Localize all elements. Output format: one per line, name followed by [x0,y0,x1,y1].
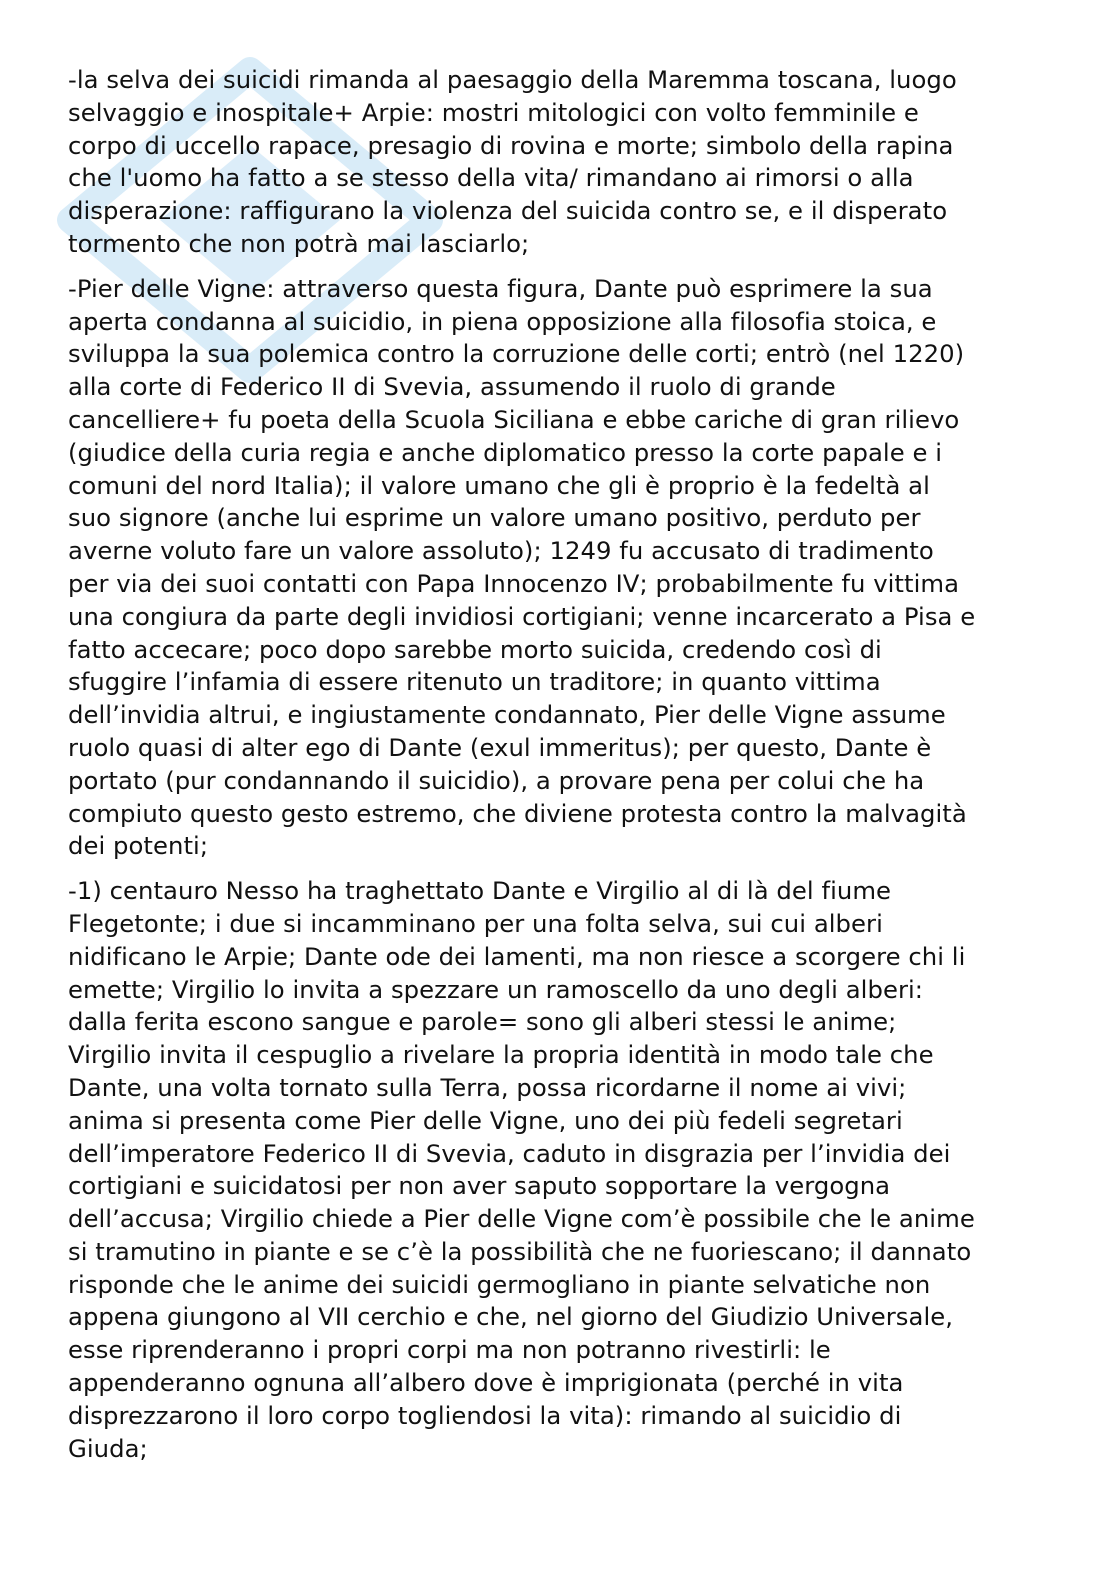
text-line: esse riprenderanno i propri corpi ma non potranno rivestirli: le [68,1335,831,1365]
text-line: per via dei suoi contatti con Papa Innocenzo IV; probabilmente fu vittima [68,568,960,598]
text-line: anima si presenta come Pier delle Vigne, uno dei più fedeli segretari [68,1105,903,1135]
text-line: dell’imperatore Federico II di Svevia, caduto in disgrazia per l’invidia dei [68,1138,951,1168]
text-line: sviluppa la sua polemica contro la corruzione delle corti; entrò (nel 1220) [68,339,965,369]
text-line: disperazione: raffigurano la violenza del suicida contro se, e il disperato [68,196,948,226]
text-line: averne voluto fare un valore assoluto); 1249 fu accusato di tradimento [68,536,934,566]
text-line: corpo di uccello rapace, presagio di rovina e morte; simbolo della rapina [68,130,954,160]
text-line: cortigiani e suicidatosi per non aver saputo sopportare la vergogna [68,1171,891,1201]
text-line: -la selva dei suicidi rimanda al paesaggio della Maremma toscana, luogo [68,65,957,94]
text-line: Dante, una volta tornato sulla Terra, possa ricordarne il nome ai vivi; [68,1072,907,1102]
text-line: risponde che le anime dei suicidi germogliano in piante selvatiche non [68,1269,931,1299]
text-line: una congiura da parte degli invidiosi cortigiani; venne incarcerato a Pisa e [68,601,976,631]
text-line: sfuggire l’infamia di essere ritenuto un traditore; in quanto vittima [68,667,881,697]
text-line: si tramutino in piante e se c’è la possibilità che ne fuoriescano; il dannato [68,1236,972,1266]
text-line: fatto accecare; poco dopo sarebbe morto suicida, credendo così di [68,634,882,664]
text-line: dei potenti; [68,831,209,861]
text-line: portato (pur condannando il suicidio), a provare pena per colui che ha [68,765,925,795]
text-line: appena giungono al VII cerchio e che, nel giorno del Giudizio Universale, [68,1302,954,1332]
text-line: comuni del nord Italia); il valore umano che gli è proprio è la fedeltà al [68,470,930,500]
text-line: selvaggio e inospitale+ Arpie: mostri mitologici con volto femminile e [68,97,919,127]
text-line: -Pier delle Vigne: attraverso questa figura, Dante può esprimere la sua [68,273,933,303]
text-line: -1) centauro Nesso ha traghettato Dante e Virgilio al di là del fiume [68,876,892,906]
text-line: dell’invidia altrui, e ingiustamente condannato, Pier delle Vigne assume [68,700,946,730]
paragraph-selva-suicidi [68,64,1048,261]
text-line: aperta condanna al suicidio, in piena opposizione alla filosofia stoica, e [68,306,937,336]
text-line: compiuto questo gesto estremo, che diviene protesta contro la malvagità [68,798,967,828]
text-line: cancelliere+ fu poeta della Scuola Siciliana e ebbe cariche di gran rilievo [68,404,960,434]
paragraph-pier-delle-vigne [68,273,1048,863]
text-line: Flegetonte; i due si incamminano per una folta selva, sui cui alberi [68,908,883,938]
paragraph-canto-summary [68,875,1048,1465]
text-line: dalla ferita escono sangue e parole= sono gli alberi stessi le anime; [68,1007,897,1037]
document-body [68,64,1048,1477]
text-line: suo signore (anche lui esprime un valore umano positivo, perduto per [68,503,921,533]
text-line: dell’accusa; Virgilio chiede a Pier delle Vigne com’è possibile che le anime [68,1204,975,1234]
text-line: ruolo quasi di alter ego di Dante (exul immeritus); per questo, Dante è [68,732,932,762]
text-line: Virgilio invita il cespuglio a rivelare la propria identità in modo tale che [68,1040,934,1070]
text-line: alla corte di Federico II di Svevia, assumendo il ruolo di grande [68,372,836,402]
text-line: emette; Virgilio lo invita a spezzare un ramoscello da uno degli alberi: [68,974,924,1004]
text-line: nidificano le Arpie; Dante ode dei lamenti, ma non riesce a scorgere chi li [68,941,966,971]
text-line: (giudice della curia regia e anche diplomatico presso la corte papale e i [68,437,943,467]
text-line: disprezzarono il loro corpo togliendosi la vita): rimando al suicidio di [68,1400,902,1430]
text-line: Giuda; [68,1433,148,1463]
text-line: che l'uomo ha fatto a se stesso della vita/ rimandano ai rimorsi o alla [68,163,914,193]
text-line: appenderanno ognuna all’albero dove è imprigionata (perché in vita [68,1368,904,1398]
text-line: tormento che non potrà mai lasciarlo; [68,228,530,258]
